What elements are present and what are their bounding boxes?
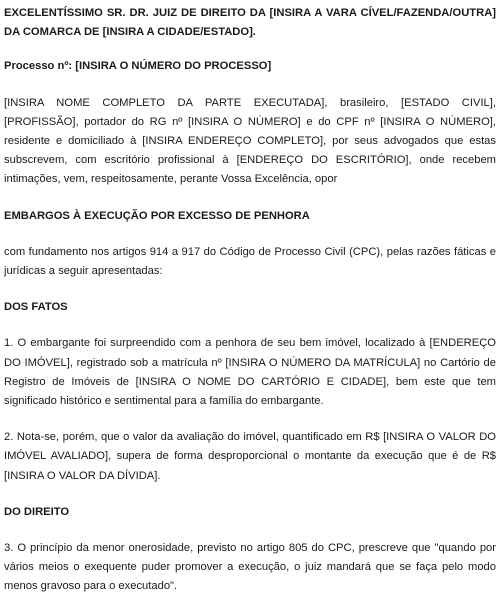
basis-paragraph: com fundamento nos artigos 914 a 917 do Código de Processo Civil (CPC), pelas razões fáticas e jurídicas a seguir apresentadas: <box>4 245 496 278</box>
document-title: EMBARGOS À EXECUÇÃO POR EXCESSO DE PENHORA <box>4 209 310 222</box>
addressee: EXCELENTÍSSIMO SR. DR. JUIZ DE DIREITO DA [INSIRA A VARA CÍVEL/FAZENDA/OUTRA] DA COMARCA DE [INSIRA A CIDADE/ESTADO]. <box>4 7 496 39</box>
process-number: Processo nº: [INSIRA O NÚMERO DO PROCESSO] <box>4 60 272 73</box>
facts-heading: DOS FATOS <box>4 301 68 314</box>
fact-1-paragraph: 1. O embargante foi surpreendido com a penhora de seu bem imóvel, localizado à [ENDEREÇO DO IMÓVEL], registrado sob a matrícula nº [INSIRA O NÚMERO DA MATRÍCULA] no Cartório de Registro de Imóveis de [INSIRA O NOME DO CARTÓRIO E CIDADE], bem este que tem significado histórico e sentimental para a família do embargante. <box>4 337 496 408</box>
intro-paragraph: [INSIRA NOME COMPLETO DA PARTE EXECUTADA], brasileiro, [ESTADO CIVIL], [PROFISSÃO], portador do RG nº [INSIRA O NÚMERO] e do CPF nº [INSIRA O NÚMERO], residente e domiciliado à [INSIRA ENDEREÇO COMPLETO], por seus advogados que estas subscrevem, com escritório profissional à [ENDEREÇO DO ESCRITÓRIO], onde recebem intimações, vem, respeitosamente, perante Vossa Excelência, opor <box>4 96 496 186</box>
law-3-paragraph: 3. O princípio da menor onerosidade, previsto no artigo 805 do CPC, prescreve que "quando por vários meios o exequente puder promover a execução, o juiz mandará que se faça pelo modo menos gravoso para o executado". <box>4 542 496 593</box>
fact-2-paragraph: 2. Nota-se, porém, que o valor da avaliação do imóvel, quantificado em R$ [INSIRA O VALOR DO IMÓVEL AVALIADO], supera de forma desproporcional o montante da execução que é de R$ [INSIRA O VALOR DA DÍVIDA]. <box>4 431 496 482</box>
law-heading: DO DIREITO <box>4 505 70 518</box>
